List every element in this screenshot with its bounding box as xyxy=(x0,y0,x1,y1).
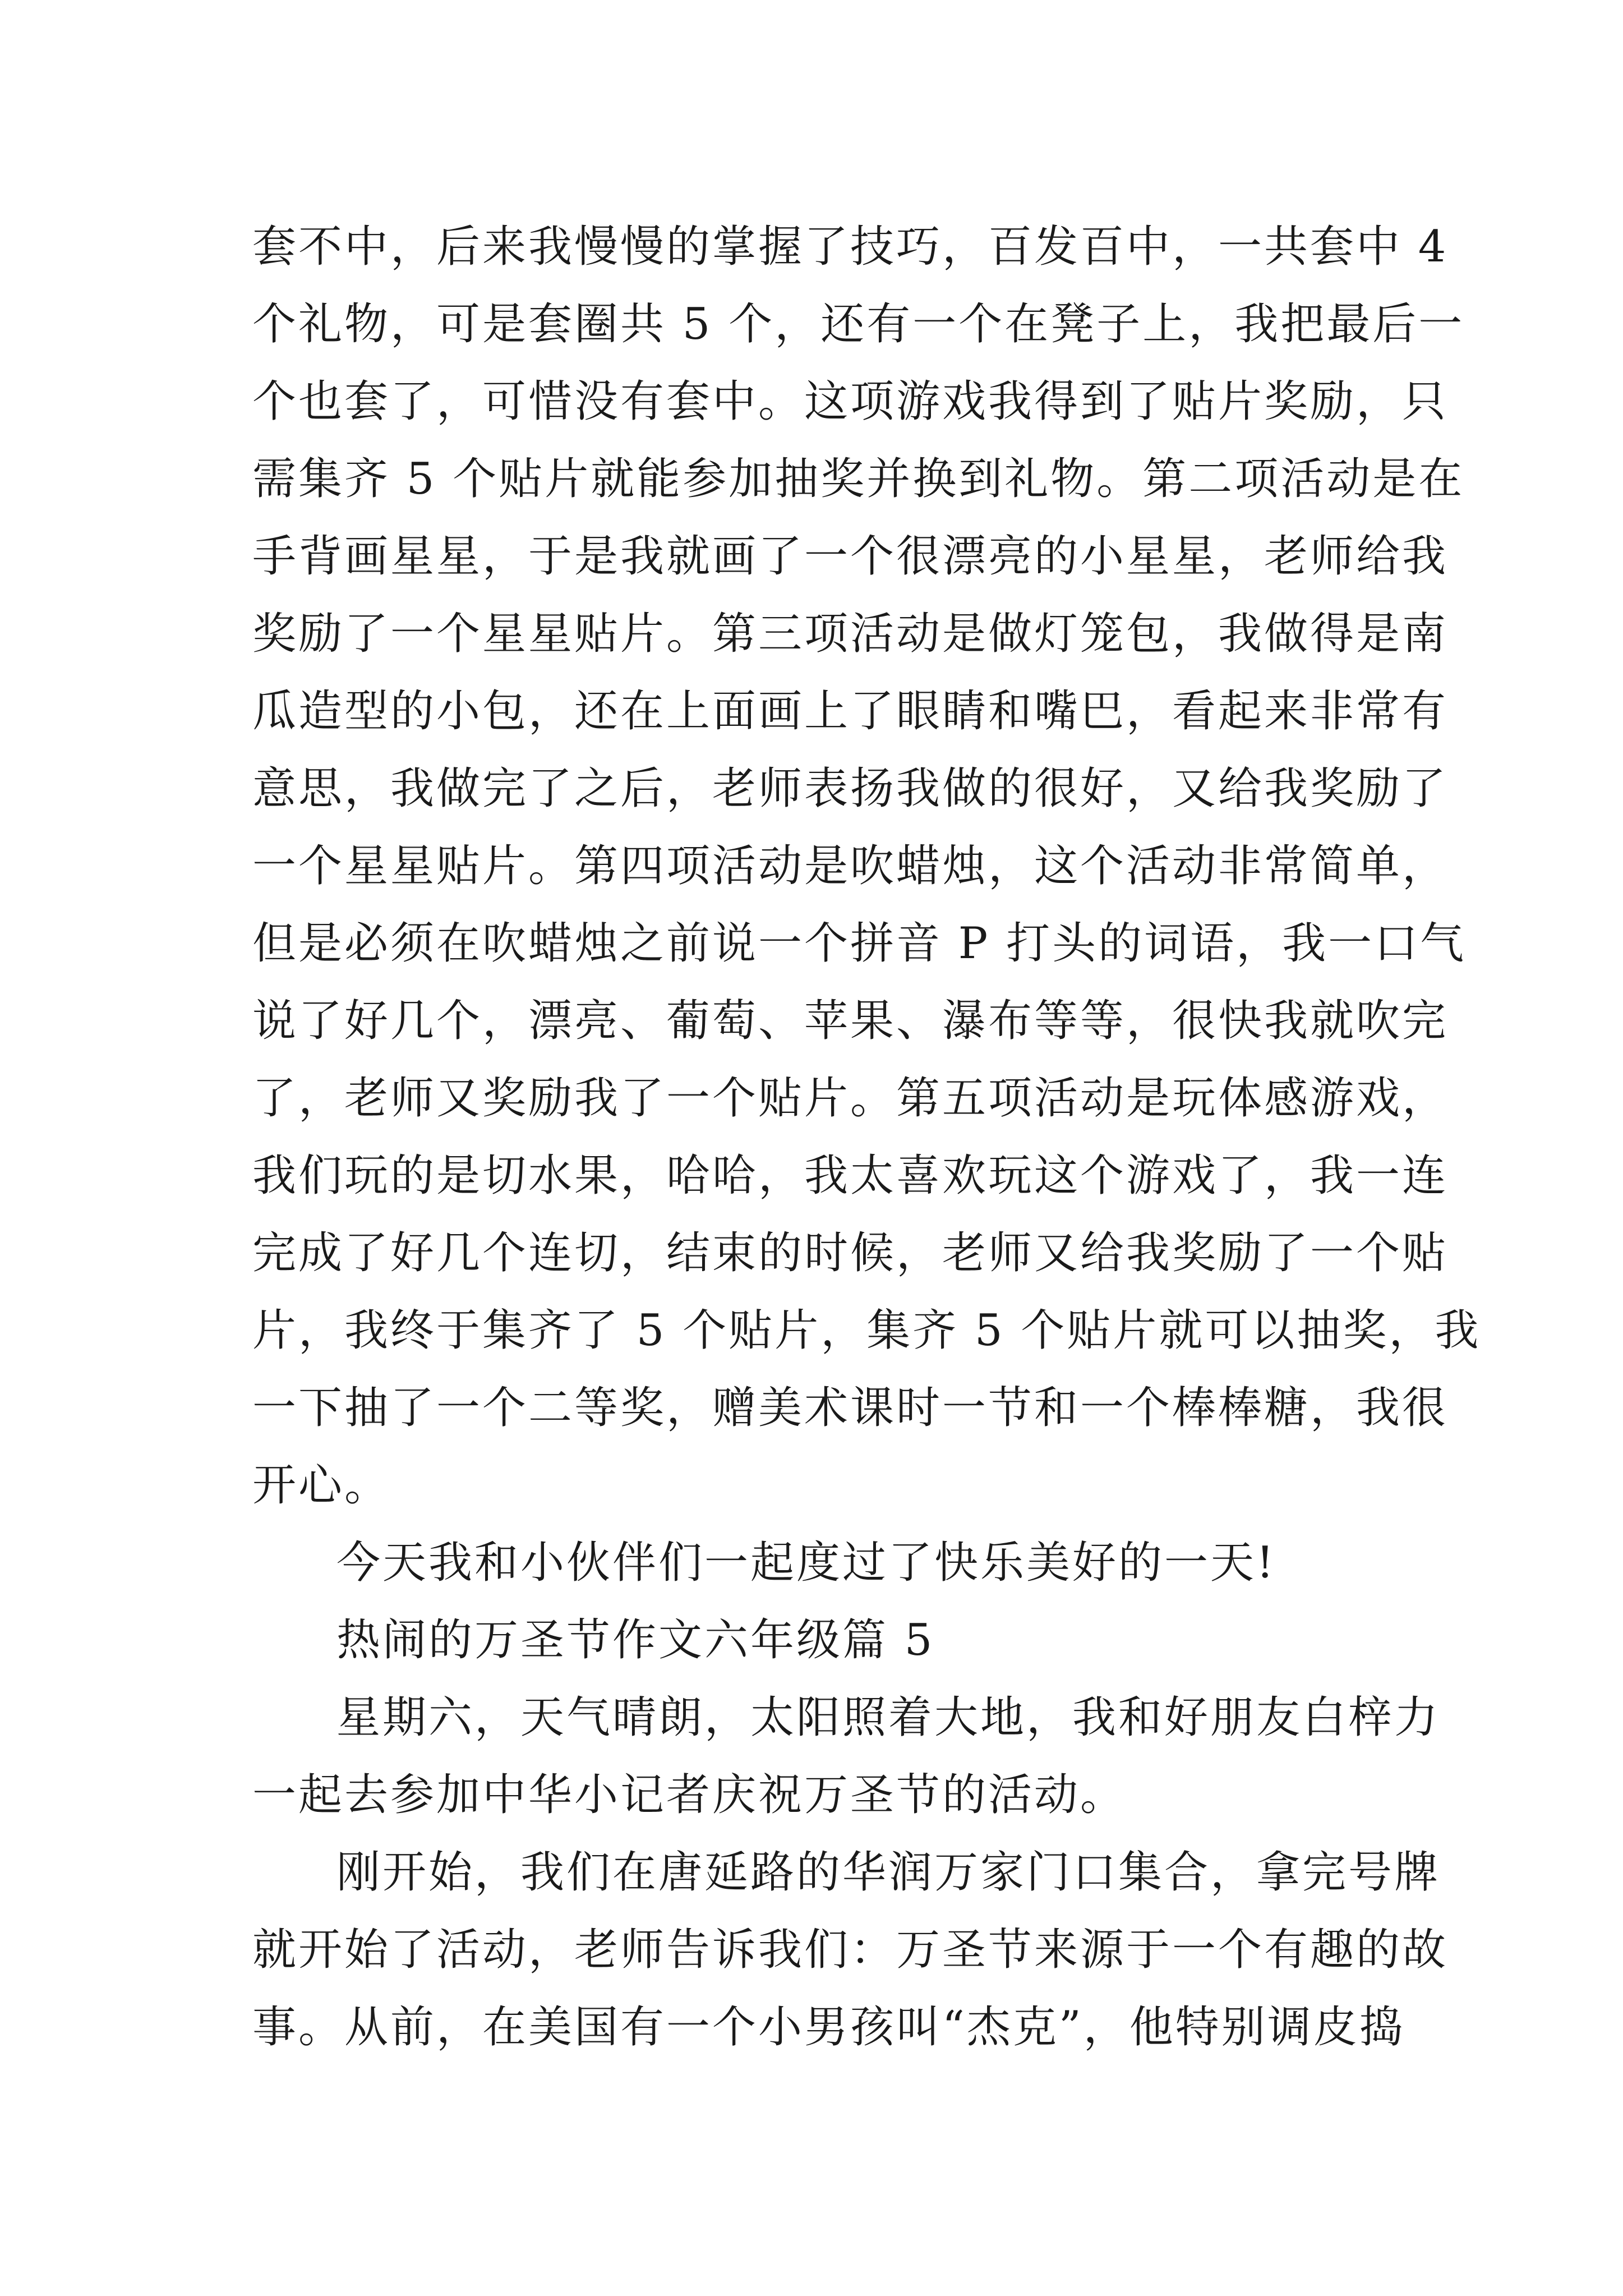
text-line: 就开始了活动，老师告诉我们：万圣节来源于一个有趣的故 xyxy=(252,1925,1449,1975)
text-line: 奖励了一个星星贴片。第三项活动是做灯笼包，我做得是南 xyxy=(252,609,1449,659)
text-line: 意思，我做完了之后，老师表扬我做的很好，又给我奖励了 xyxy=(252,763,1449,814)
text-line: 一起去参加中华小记者庆祝万圣节的活动。 xyxy=(252,1770,1127,1820)
text-line: 一下抽了一个二等奖，赠美术课时一节和一个棒棒糖，我很 xyxy=(252,1383,1449,1433)
text-line: 说了好几个，漂亮、葡萄、苹果、瀑布等等，很快我就吹完 xyxy=(252,996,1449,1046)
text-line: 套不中，后来我慢慢的掌握了技巧，百发百中，一共套中 4 xyxy=(252,222,1449,272)
text-line: 了，老师又奖励我了一个贴片。第五项活动是玩体感游戏， xyxy=(252,1073,1449,1124)
text-line: 个礼物，可是套圈共 5 个，还有一个在凳子上，我把最后一 xyxy=(252,299,1465,349)
text-line: 瓜造型的小包，还在上面画上了眼睛和嘴巴，看起来非常有 xyxy=(252,686,1449,737)
text-line: 我们玩的是切水果，哈哈，我太喜欢玩这个游戏了，我一连 xyxy=(252,1151,1449,1201)
text-line: 完成了好几个连切，结束的时候，老师又给我奖励了一个贴 xyxy=(252,1228,1449,1278)
text-line: 一个星星贴片。第四项活动是吹蜡烛，这个活动非常简单， xyxy=(252,841,1449,891)
paragraph-first-line: 星期六，天气晴朗，太阳照着大地，我和好朋友白梓力 xyxy=(336,1692,1441,1743)
text-line: 个也套了，可惜没有套中。这项游戏我得到了贴片奖励，只 xyxy=(252,376,1449,427)
text-line: 事。从前，在美国有一个小男孩叫“杰克”，他特别调皮捣 xyxy=(252,2002,1405,2053)
paragraph-first-line: 今天我和小伙伴们一起度过了快乐美好的一天! xyxy=(336,1538,1276,1588)
text-line: 手背画星星，于是我就画了一个很漂亮的小星星，老师给我 xyxy=(252,531,1449,582)
text-line: 需集齐 5 个贴片就能参加抽奖并换到礼物。第二项活动是在 xyxy=(252,454,1465,504)
text-line: 但是必须在吹蜡烛之前说一个拼音 P 打头的词语，我一口气 xyxy=(252,918,1467,969)
paragraph-first-line: 刚开始，我们在唐延路的华润万家门口集合，拿完号牌 xyxy=(336,1847,1441,1898)
text-line: 开心。 xyxy=(252,1460,391,1511)
text-line: 片，我终于集齐了 5 个贴片，集齐 5 个贴片就可以抽奖，我 xyxy=(252,1305,1481,1356)
section-heading: 热闹的万圣节作文六年级篇 5 xyxy=(336,1615,935,1665)
